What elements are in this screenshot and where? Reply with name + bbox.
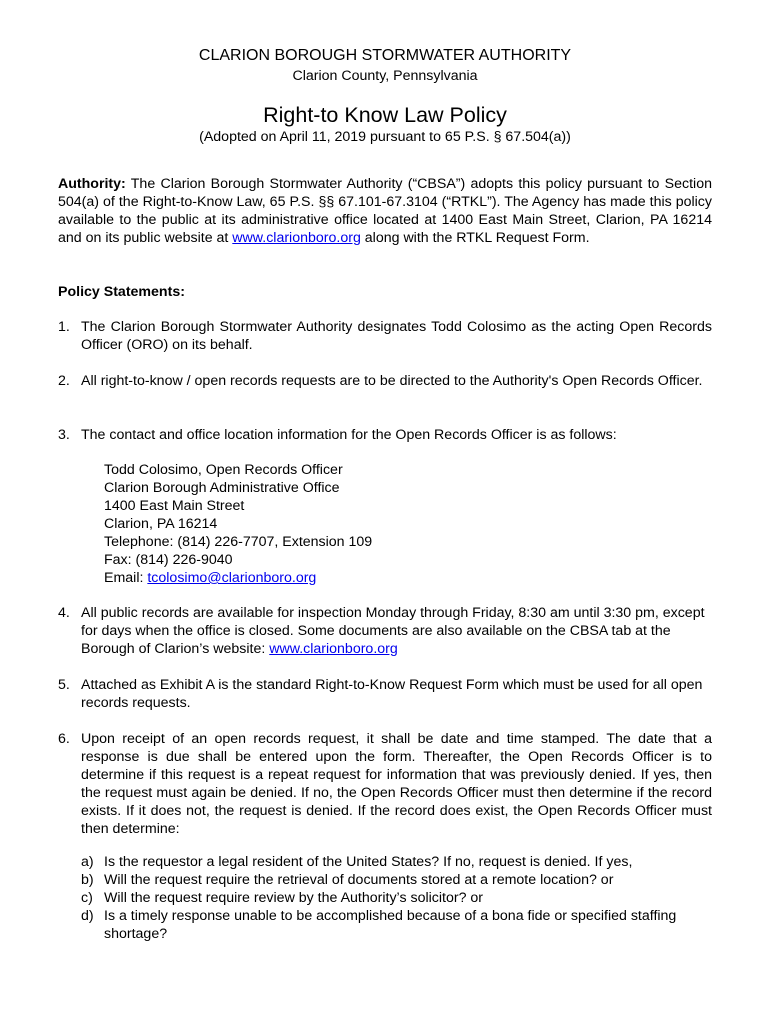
list-item-number: 1. — [58, 319, 70, 335]
sub-list-letter: a) — [81, 854, 94, 870]
list-item-number: 4. — [58, 605, 70, 621]
list-item-text: All public records are available for inspection Monday through Friday, 8:30 am until 3:30 pm, except for days when the office is closed. Some documents are also available on the CBSA tab at the Borough of Clarion’s website: www.clarionboro.org — [81, 605, 705, 657]
list-item-text: The contact and office location information for the Open Records Officer is as follows: — [81, 427, 617, 443]
contact-fax: Fax: (814) 226-9040 — [104, 552, 233, 568]
list-item-number: 2. — [58, 373, 70, 389]
sub-list-letter: d) — [81, 908, 94, 924]
page-title: Right-to Know Law Policy — [263, 103, 507, 127]
website-link[interactable]: www.clarionboro.org — [232, 230, 361, 246]
policy-heading: Policy Statements: — [58, 284, 185, 300]
list-item-number: 6. — [58, 731, 70, 747]
contact-name: Todd Colosimo, Open Records Officer — [104, 462, 343, 478]
sub-list-text: Is a timely response unable to be accomplished because of a bona fide or specified staffing shortage? — [104, 908, 677, 942]
sub-list-text: Will the request require review by the Authority’s solicitor? or — [104, 890, 484, 906]
contact-city: Clarion, PA 16214 — [104, 516, 218, 532]
list-item — [58, 730, 712, 838]
organization-name: CLARION BOROUGH STORMWATER AUTHORITY — [198, 47, 572, 64]
contact-block — [104, 461, 372, 587]
list-item — [58, 676, 712, 712]
sub-list-letter: b) — [81, 872, 94, 888]
list-item-number: 5. — [58, 677, 70, 693]
contact-street: 1400 East Main Street — [104, 498, 245, 514]
sub-list-letter: c) — [81, 890, 93, 906]
adoption-note: (Adopted on April 11, 2019 pursuant to 65 P.S. § 67.504(a)) — [199, 129, 571, 145]
list-item — [58, 318, 712, 354]
sub-list-item — [81, 889, 712, 907]
sub-list-item — [81, 871, 712, 889]
county-name: Clarion County, Pennsylvania — [292, 68, 478, 84]
list-item-text: The Clarion Borough Stormwater Authority designates Todd Colosimo as the acting Open Records Officer (ORO) on its behalf. — [81, 319, 712, 353]
authority-label: Authority: — [58, 176, 126, 192]
sub-list-item — [81, 907, 712, 943]
authority-text-end: along with the RTKL Request Form. — [360, 230, 590, 246]
contact-telephone: Telephone: (814) 226-7707, Extension 109 — [104, 534, 373, 550]
list-item-text: All right-to-know / open records requests are to be directed to the Authority's Open Records Officer. — [81, 373, 703, 389]
list-item — [58, 426, 712, 444]
contact-office: Clarion Borough Administrative Office — [104, 480, 340, 496]
list-item-text: Upon receipt of an open records request, it shall be date and time stamped. The date that a response is due shall be entered upon the form. Thereafter, the Open Records Officer is to determine if this request is a repeat request for information that was previously denied. If yes, then the request must again be denied. If no, the Open Records Officer must then determine if the record exists. If it does not, the request is denied. If the record does exist, the Open Records Officer must then determine: — [81, 731, 712, 837]
sub-list-item — [81, 853, 712, 871]
email-link[interactable]: tcolosimo@clarionboro.org — [147, 570, 317, 586]
authority-text: The Clarion Borough Stormwater Authority (“CBSA”) adopts this policy pursuant to Section 504(a) of the Right-to-Know Law, 65 P.S. §§ 67.101-67.3104 (“RTKL”). The Agency has made this policy available to the public at its administrative office located at 1400 East Main Street, Clarion, PA 16214 and on its public website at — [58, 176, 712, 246]
sub-list-text: Is the requestor a legal resident of the United States? If no, request is denied. If yes, — [104, 854, 633, 870]
list-item — [58, 372, 712, 390]
list-item-number: 3. — [58, 427, 70, 443]
sub-list-text: Will the request require the retrieval of documents stored at a remote location? or — [104, 872, 614, 888]
website-link[interactable]: www.clarionboro.org — [269, 641, 398, 657]
authority-paragraph — [58, 175, 712, 247]
contact-email-line — [104, 569, 372, 587]
list-item-text: Attached as Exhibit A is the standard Right-to-Know Request Form which must be used for all open records requests. — [81, 677, 703, 711]
list-item — [58, 604, 712, 658]
contact-email-label: Email: — [104, 570, 148, 586]
